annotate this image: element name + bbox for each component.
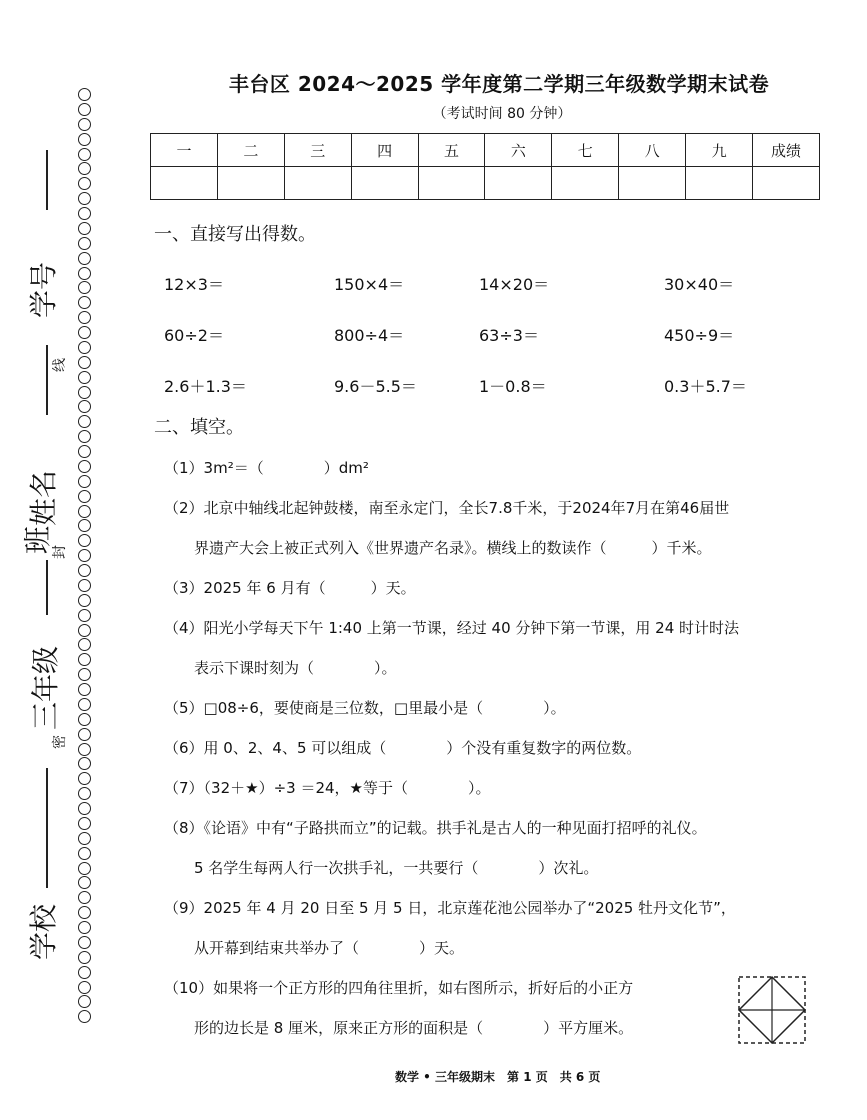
binding-hole: [78, 743, 91, 756]
student-id-line: [46, 150, 48, 210]
binding-hole: [78, 713, 91, 726]
score-cell[interactable]: [753, 167, 820, 200]
calc-item: 14×20＝: [479, 275, 550, 294]
exam-paper: [150, 60, 830, 1120]
binding-hole: [78, 311, 91, 324]
question-2-line-2: 界遗产大会上被正式列入《世界遗产名录》。横线上的数读作（ ）千米。: [194, 539, 712, 557]
binding-hole: [78, 638, 91, 651]
school-label: 学校: [27, 903, 61, 961]
calc-item: 0.3＋5.7＝: [664, 377, 747, 396]
score-cell[interactable]: [485, 167, 552, 200]
calc-item: 12×3＝: [164, 275, 224, 294]
binding-hole: [78, 609, 91, 622]
binding-hole: [78, 966, 91, 979]
calc-item: 2.6＋1.3＝: [164, 377, 247, 396]
binding-hole: [78, 88, 91, 101]
binding-hole: [78, 103, 91, 116]
score-col-2: 二: [217, 134, 284, 167]
score-cell[interactable]: [351, 167, 418, 200]
calc-grid: [140, 272, 800, 397]
score-col-4: 四: [351, 134, 418, 167]
score-col-8: 八: [619, 134, 686, 167]
score-col-1: 一: [151, 134, 218, 167]
name-line: [46, 345, 48, 415]
question-8-line-2: 5 名学生每两人行一次拱手礼，一共要行（ ）次礼。: [194, 859, 599, 877]
question-area: [150, 200, 830, 1120]
calc-item: 800÷4＝: [334, 326, 405, 345]
question-9-line-2: 从开幕到结束共举办了（ ）天。: [194, 939, 465, 957]
score-cell[interactable]: [217, 167, 284, 200]
calc-item: 30×40＝: [664, 275, 735, 294]
binding-hole: [78, 133, 91, 146]
section-2-title: 二、填空。: [154, 417, 244, 438]
exam-duration: （考试时间 80 分钟）: [432, 106, 572, 122]
calc-item: 1－0.8＝: [479, 377, 547, 396]
line-mark: 线: [52, 358, 68, 372]
calc-item: 63÷3＝: [479, 326, 539, 345]
binding-hole: [78, 862, 91, 875]
question-1: （1）3m²＝（ ）dm²: [164, 459, 369, 477]
binding-hole: [78, 876, 91, 889]
score-cell[interactable]: [418, 167, 485, 200]
score-cell[interactable]: [552, 167, 619, 200]
question-2-line-1: （2）北京中轴线北起钟鼓楼，南至永定门，全长7.8千米，于2024年7月在第46届世: [164, 499, 730, 517]
binding-hole: [78, 549, 91, 562]
binding-hole: [78, 267, 91, 280]
binding-hole: [78, 177, 91, 190]
binding-hole: [78, 118, 91, 131]
binding-hole: [78, 192, 91, 205]
score-table-entry-row: [151, 167, 820, 200]
binding-hole: [78, 951, 91, 964]
score-col-5: 五: [418, 134, 485, 167]
question-7: （7）（32＋★）÷3 ＝24，★等于（ ）。: [164, 779, 491, 797]
binding-hole: [78, 653, 91, 666]
binding-hole: [78, 371, 91, 384]
binding-hole: [78, 281, 91, 294]
binding-hole: [78, 475, 91, 488]
binding-hole: [78, 698, 91, 711]
score-col-6: 六: [485, 134, 552, 167]
page-footer: 数学 • 三年级期末 第 1 页 共 6 页: [395, 1070, 601, 1084]
grade-label: 三年级: [29, 645, 63, 731]
binding-margin: [0, 0, 140, 1112]
section-1-title: 一、直接写出得数。: [154, 224, 316, 245]
binding-hole: [78, 326, 91, 339]
binding-hole: [78, 1010, 91, 1023]
binding-hole: [78, 415, 91, 428]
binding-hole: [78, 252, 91, 265]
binding-hole: [78, 624, 91, 637]
binding-hole: [78, 981, 91, 994]
binding-hole: [78, 847, 91, 860]
score-table-header-row: [151, 134, 820, 167]
question-3: （3）2025 年 6 月有（ ）天。: [164, 579, 416, 597]
binding-hole: [78, 519, 91, 532]
binding-hole: [78, 505, 91, 518]
binding-hole: [78, 995, 91, 1008]
calc-item: 60÷2＝: [164, 326, 224, 345]
score-table: [150, 133, 820, 200]
seal-mark-2: 密: [52, 735, 68, 749]
question-9-line-1: （9）2025 年 4 月 20 日至 5 月 5 日，北京莲花池公园举办了“2025 牡丹文化节”，: [164, 899, 736, 917]
name-label: 姓名: [27, 469, 61, 527]
binding-hole: [78, 341, 91, 354]
binding-hole: [78, 728, 91, 741]
score-cell[interactable]: [619, 167, 686, 200]
binding-hole: [78, 534, 91, 547]
class-suffix-label: 班: [21, 525, 55, 555]
question-5: （5）□08÷6，要使商是三位数，□里最小是（ ）。: [164, 699, 566, 717]
binding-hole: [78, 564, 91, 577]
binding-hole: [78, 579, 91, 592]
binding-hole: [78, 162, 91, 175]
score-cell[interactable]: [686, 167, 753, 200]
page-title: 丰台区 2024～2025 学年度第二学期三年级数学期末试卷: [228, 72, 770, 96]
class-line: [46, 560, 48, 615]
score-col-3: 三: [284, 134, 351, 167]
binding-hole: [78, 386, 91, 399]
score-cell[interactable]: [151, 167, 218, 200]
binding-hole: [78, 148, 91, 161]
question-4-line-1: （4）阳光小学每天下午 1:40 上第一节课，经过 40 分钟下第一节课，用 24 时计时法: [164, 619, 740, 637]
binding-hole: [78, 891, 91, 904]
binding-hole: [78, 802, 91, 815]
binding-hole: [78, 445, 91, 458]
binding-hole: [78, 207, 91, 220]
score-col-total: 成绩: [753, 134, 820, 167]
binding-hole: [78, 237, 91, 250]
binding-hole: [78, 787, 91, 800]
question-10-line-1: （10）如果将一个正方形的四角往里折，如右图所示，折好后的小正方: [164, 979, 634, 997]
binding-hole: [78, 683, 91, 696]
binding-hole: [78, 772, 91, 785]
question-8-line-1: （8）《论语》中有“子路拱而立”的记载。拱手礼是古人的一种见面打招呼的礼仪。: [164, 819, 707, 837]
seal-mark: 封: [52, 545, 68, 559]
binding-hole: [78, 757, 91, 770]
binding-hole: [78, 400, 91, 413]
binding-hole: [78, 222, 91, 235]
binding-hole: [78, 460, 91, 473]
folded-square-figure: [737, 975, 807, 1045]
binding-hole: [78, 490, 91, 503]
binding-hole: [78, 817, 91, 830]
binding-hole: [78, 594, 91, 607]
binding-hole: [78, 906, 91, 919]
score-col-9: 九: [686, 134, 753, 167]
calc-item: 150×4＝: [334, 275, 405, 294]
score-col-7: 七: [552, 134, 619, 167]
binding-hole: [78, 296, 91, 309]
student-id-label: 学号: [27, 261, 61, 319]
question-6: （6）用 0、2、4、5 可以组成（ ）个没有重复数字的两位数。: [164, 739, 642, 757]
binding-hole: [78, 832, 91, 845]
question-4-line-2: 表示下课时刻为（ ）。: [194, 659, 397, 677]
binding-hole: [78, 936, 91, 949]
binding-hole: [78, 356, 91, 369]
calc-item: 450÷9＝: [664, 326, 735, 345]
calc-item: 9.6－5.5＝: [334, 377, 417, 396]
question-10-line-2: 形的边长是 8 厘米，原来正方形的面积是（ ）平方厘米。: [194, 1019, 634, 1037]
binding-hole-column: [74, 88, 94, 1024]
binding-hole: [78, 668, 91, 681]
binding-hole: [78, 430, 91, 443]
school-line: [46, 768, 48, 888]
score-cell[interactable]: [284, 167, 351, 200]
binding-hole: [78, 921, 91, 934]
